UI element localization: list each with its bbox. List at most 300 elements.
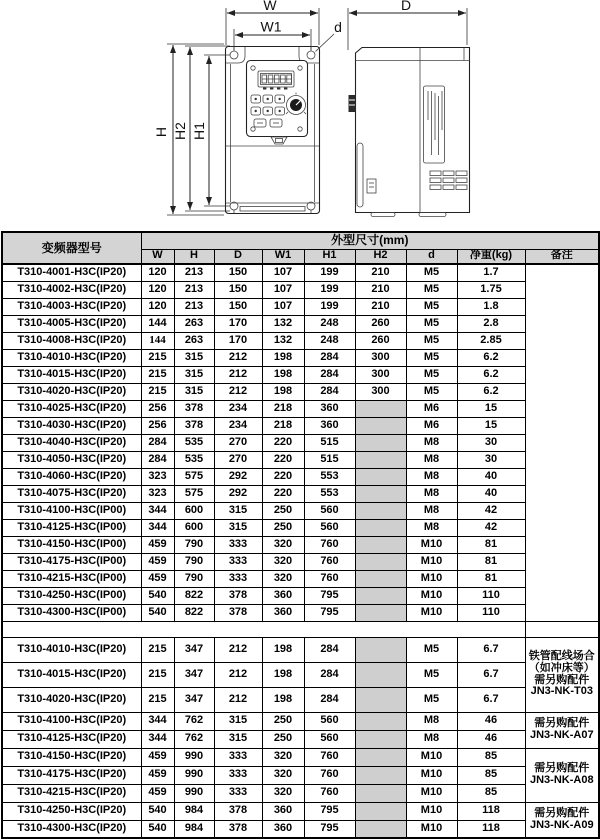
cell-model: T310-4215-H3C(IP20) <box>2 784 141 802</box>
cell-weight: 85 <box>457 748 525 766</box>
cell-model: T310-4010-H3C(IP20) <box>2 637 141 662</box>
cell-h1: 284 <box>304 637 355 662</box>
cell-screw: M8 <box>406 730 457 748</box>
cell-h1: 560 <box>304 502 355 519</box>
cell-w1: 360 <box>262 820 304 838</box>
remark-line: （如冲床等） <box>528 661 595 674</box>
cell-model: T310-4040-H3C(IP20) <box>2 434 141 451</box>
cell-h: 984 <box>174 820 214 838</box>
cell-w: 459 <box>141 766 174 784</box>
cell-d: 378 <box>214 587 262 604</box>
cell-h2: 210 <box>355 298 406 315</box>
cell-model: T310-4175-H3C(IP20) <box>2 766 141 784</box>
cell-h2 <box>355 687 406 712</box>
cell-w: 323 <box>141 485 174 502</box>
cell-d: 333 <box>214 570 262 587</box>
cell-h: 600 <box>174 502 214 519</box>
cell-w1: 198 <box>262 637 304 662</box>
cell-d: 333 <box>214 784 262 802</box>
cell-weight: 1.7 <box>457 264 525 281</box>
cell-weight: 110 <box>457 587 525 604</box>
cell-model: T310-4175-H3C(IP00) <box>2 553 141 570</box>
cell-screw: M6 <box>406 417 457 434</box>
cell-h2 <box>355 468 406 485</box>
cell-w: 459 <box>141 553 174 570</box>
table-row <box>2 281 599 298</box>
cell-h1: 284 <box>304 687 355 712</box>
table-row <box>2 802 599 820</box>
table-row <box>2 637 599 662</box>
remark-line: 铁管配线场合 <box>528 650 595 663</box>
cell-weight: 85 <box>457 784 525 802</box>
cell-w1: 107 <box>262 264 304 281</box>
cell-screw: M8 <box>406 712 457 730</box>
cell-d: 234 <box>214 417 262 434</box>
cell-screw: M5 <box>406 332 457 349</box>
table-row <box>2 332 599 349</box>
cell-d: 333 <box>214 766 262 784</box>
cell-w1: 220 <box>262 468 304 485</box>
cell-h1: 199 <box>304 298 355 315</box>
remark-line: JN3-NK-A09 <box>530 818 594 831</box>
cell-model: T310-4100-H3C(IP20) <box>2 712 141 730</box>
cell-h1: 760 <box>304 748 355 766</box>
cell-model: T310-4010-H3C(IP20) <box>2 349 141 366</box>
cell-w: 540 <box>141 604 174 621</box>
cell-h: 535 <box>174 434 214 451</box>
cell-screw: M10 <box>406 748 457 766</box>
cell-model: T310-4300-H3C(IP00) <box>2 604 141 621</box>
col-header-h: H <box>174 249 214 264</box>
spec-table <box>1 231 600 839</box>
table-row <box>2 264 599 281</box>
cell-h: 535 <box>174 451 214 468</box>
cell-screw: M8 <box>406 502 457 519</box>
col-header-h2: H2 <box>355 249 406 264</box>
cell-w1: 320 <box>262 748 304 766</box>
cell-screw: M5 <box>406 366 457 383</box>
cell-h2: 210 <box>355 264 406 281</box>
cell-screw: M10 <box>406 820 457 838</box>
cell-w1: 198 <box>262 366 304 383</box>
cell-d: 378 <box>214 802 262 820</box>
cell-d: 212 <box>214 662 262 687</box>
cell-model: T310-4030-H3C(IP20) <box>2 417 141 434</box>
remark-line: 需另购配件 <box>534 807 590 820</box>
cell-h2 <box>355 536 406 553</box>
table-row <box>2 820 599 838</box>
cell-h2 <box>355 784 406 802</box>
table-row <box>2 570 599 587</box>
cell-weight: 118 <box>457 820 525 838</box>
table-header <box>2 232 599 264</box>
cell-h: 990 <box>174 784 214 802</box>
cell-h: 822 <box>174 587 214 604</box>
cell-model: T310-4150-H3C(IP20) <box>2 748 141 766</box>
remark-cell <box>525 748 599 802</box>
cell-weight: 85 <box>457 766 525 784</box>
cell-h1: 560 <box>304 730 355 748</box>
cell-h: 822 <box>174 604 214 621</box>
cell-screw: M10 <box>406 766 457 784</box>
cell-w1: 218 <box>262 417 304 434</box>
col-header-w1: W1 <box>262 249 304 264</box>
cell-weight: 15 <box>457 400 525 417</box>
cell-model: T310-4020-H3C(IP20) <box>2 687 141 712</box>
table-row <box>2 315 599 332</box>
cell-h2 <box>355 587 406 604</box>
cell-weight: 2.85 <box>457 332 525 349</box>
cell-h: 315 <box>174 383 214 400</box>
table-row <box>2 587 599 604</box>
cell-d: 212 <box>214 687 262 712</box>
cell-h1: 515 <box>304 434 355 451</box>
cell-w: 256 <box>141 400 174 417</box>
cell-w: 256 <box>141 417 174 434</box>
cell-screw: M10 <box>406 784 457 802</box>
cell-screw: M5 <box>406 315 457 332</box>
cell-w: 215 <box>141 349 174 366</box>
cell-weight: 15 <box>457 417 525 434</box>
cell-w: 284 <box>141 451 174 468</box>
cell-weight: 6.2 <box>457 349 525 366</box>
cell-screw: M10 <box>406 553 457 570</box>
cell-h: 984 <box>174 802 214 820</box>
cell-w1: 250 <box>262 519 304 536</box>
cell-screw: M5 <box>406 281 457 298</box>
cell-h: 347 <box>174 687 214 712</box>
cell-w: 215 <box>141 662 174 687</box>
cell-w: 459 <box>141 570 174 587</box>
cell-w: 540 <box>141 802 174 820</box>
cell-h: 575 <box>174 468 214 485</box>
dim-label-h2: H2 <box>172 122 188 140</box>
cell-h2 <box>355 400 406 417</box>
cell-w: 120 <box>141 298 174 315</box>
col-header-model: 变频器型号 <box>2 232 141 264</box>
cell-h: 213 <box>174 281 214 298</box>
cell-h2 <box>355 802 406 820</box>
dimension-drawings <box>0 0 600 231</box>
table-row <box>2 712 599 730</box>
cell-screw: M8 <box>406 434 457 451</box>
cell-weight: 30 <box>457 434 525 451</box>
cell-h1: 515 <box>304 451 355 468</box>
side-mounting-tab-icon <box>349 95 356 112</box>
cell-model: T310-4008-H3C(IP20) <box>2 332 141 349</box>
cell-weight: 81 <box>457 536 525 553</box>
cell-h1: 360 <box>304 400 355 417</box>
cell-weight: 46 <box>457 730 525 748</box>
table-body <box>2 264 599 838</box>
dim-label-depth: D <box>400 0 412 13</box>
cell-model: T310-4003-H3C(IP20) <box>2 298 141 315</box>
cell-weight: 30 <box>457 451 525 468</box>
cell-model: T310-4015-H3C(IP20) <box>2 662 141 687</box>
cell-weight: 118 <box>457 802 525 820</box>
cell-model: T310-4075-H3C(IP20) <box>2 485 141 502</box>
cell-d: 170 <box>214 332 262 349</box>
dim-h1 <box>191 55 230 206</box>
cell-h2 <box>355 434 406 451</box>
cell-screw: M5 <box>406 383 457 400</box>
cell-w1: 250 <box>262 712 304 730</box>
cell-model: T310-4060-H3C(IP20) <box>2 468 141 485</box>
cell-d: 212 <box>214 383 262 400</box>
cell-w1: 250 <box>262 730 304 748</box>
cell-w1: 132 <box>262 315 304 332</box>
cell-w1: 220 <box>262 485 304 502</box>
dim-d-callout <box>316 19 342 52</box>
table-row <box>2 687 599 712</box>
cell-screw: M10 <box>406 604 457 621</box>
cell-d: 270 <box>214 434 262 451</box>
cell-h: 213 <box>174 264 214 281</box>
cell-weight: 6.7 <box>457 687 525 712</box>
col-header-remark: 备注 <box>525 249 599 264</box>
cell-h2 <box>355 748 406 766</box>
cell-d: 315 <box>214 519 262 536</box>
cell-w1: 220 <box>262 451 304 468</box>
remark-line: 需另购配件 <box>534 717 590 730</box>
cell-w1: 107 <box>262 281 304 298</box>
cell-weight: 40 <box>457 468 525 485</box>
cell-h2 <box>355 712 406 730</box>
cell-h1: 360 <box>304 417 355 434</box>
cell-d: 292 <box>214 485 262 502</box>
cell-h1: 199 <box>304 281 355 298</box>
dim-h <box>153 44 224 215</box>
cell-h2: 210 <box>355 281 406 298</box>
cell-model: T310-4150-H3C(IP00) <box>2 536 141 553</box>
cell-h: 600 <box>174 519 214 536</box>
cell-w: 344 <box>141 712 174 730</box>
cell-w1: 198 <box>262 349 304 366</box>
cell-h: 263 <box>174 315 214 332</box>
cell-weight: 42 <box>457 519 525 536</box>
cell-screw: M8 <box>406 519 457 536</box>
cell-d: 150 <box>214 298 262 315</box>
cell-h: 347 <box>174 662 214 687</box>
cell-model: T310-4215-H3C(IP00) <box>2 570 141 587</box>
cell-weight: 81 <box>457 570 525 587</box>
cell-model: T310-4250-H3C(IP00) <box>2 587 141 604</box>
cell-d: 150 <box>214 264 262 281</box>
cell-w: 144 <box>141 332 174 349</box>
cell-weight: 6.7 <box>457 662 525 687</box>
col-header-weight: 净重(kg) <box>457 249 525 264</box>
front-view-drawing <box>153 0 342 215</box>
dim-label-h1: H1 <box>191 122 207 140</box>
cell-w1: 198 <box>262 662 304 687</box>
table-row <box>2 485 599 502</box>
cell-w1: 320 <box>262 766 304 784</box>
cell-h2: 300 <box>355 349 406 366</box>
cell-h: 315 <box>174 349 214 366</box>
cell-weight: 6.2 <box>457 366 525 383</box>
cell-h1: 284 <box>304 662 355 687</box>
cell-screw: M10 <box>406 802 457 820</box>
cell-d: 150 <box>214 281 262 298</box>
table-row <box>2 468 599 485</box>
table-row <box>2 400 599 417</box>
cell-h1: 795 <box>304 587 355 604</box>
cell-d: 234 <box>214 400 262 417</box>
cell-h: 378 <box>174 417 214 434</box>
cell-d: 212 <box>214 366 262 383</box>
cell-screw: M5 <box>406 298 457 315</box>
cell-model: T310-4002-H3C(IP20) <box>2 281 141 298</box>
cell-d: 315 <box>214 712 262 730</box>
remark-line: JN3-NK-T03 <box>530 685 593 698</box>
cell-w: 215 <box>141 366 174 383</box>
cell-screw: M10 <box>406 536 457 553</box>
cell-h: 790 <box>174 570 214 587</box>
cell-model: T310-4025-H3C(IP20) <box>2 400 141 417</box>
cell-w: 459 <box>141 748 174 766</box>
cell-h1: 199 <box>304 264 355 281</box>
cell-w: 540 <box>141 587 174 604</box>
cell-h: 213 <box>174 298 214 315</box>
cell-d: 292 <box>214 468 262 485</box>
cell-d: 333 <box>214 536 262 553</box>
cell-weight: 46 <box>457 712 525 730</box>
cell-w: 120 <box>141 281 174 298</box>
cell-h1: 760 <box>304 536 355 553</box>
cell-w: 144 <box>141 315 174 332</box>
col-header-w: W <box>141 249 174 264</box>
cell-model: T310-4100-H3C(IP00) <box>2 502 141 519</box>
cell-weight: 42 <box>457 502 525 519</box>
col-header-dimensions: 外型尺寸(mm) <box>141 232 599 249</box>
table-row <box>2 553 599 570</box>
table-row <box>2 748 599 766</box>
cell-h: 790 <box>174 536 214 553</box>
cell-w: 344 <box>141 519 174 536</box>
remark-line: 需另购配件 <box>534 762 590 775</box>
cell-model: T310-4300-H3C(IP20) <box>2 820 141 838</box>
cell-screw: M5 <box>406 662 457 687</box>
table-row <box>2 784 599 802</box>
cell-w: 215 <box>141 637 174 662</box>
cell-h2 <box>355 766 406 784</box>
cell-screw: M5 <box>406 349 457 366</box>
cell-model: T310-4020-H3C(IP20) <box>2 383 141 400</box>
cell-w1: 320 <box>262 784 304 802</box>
cell-h: 790 <box>174 553 214 570</box>
cell-h: 378 <box>174 400 214 417</box>
table-row <box>2 502 599 519</box>
cell-model: T310-4125-H3C(IP20) <box>2 730 141 748</box>
cell-h2 <box>355 502 406 519</box>
cell-w: 215 <box>141 383 174 400</box>
cell-weight: 6.7 <box>457 637 525 662</box>
cell-h2 <box>355 451 406 468</box>
cell-h2 <box>355 485 406 502</box>
cell-h2 <box>355 820 406 838</box>
remark-cell <box>525 712 599 748</box>
cell-model: T310-4125-H3C(IP00) <box>2 519 141 536</box>
cell-h2: 260 <box>355 315 406 332</box>
cell-h1: 795 <box>304 820 355 838</box>
table-row <box>2 383 599 400</box>
cell-h1: 560 <box>304 712 355 730</box>
cell-screw: M6 <box>406 400 457 417</box>
table-row <box>2 349 599 366</box>
cell-screw: M5 <box>406 264 457 281</box>
cell-w1: 220 <box>262 434 304 451</box>
cell-h1: 760 <box>304 784 355 802</box>
cell-w1: 320 <box>262 570 304 587</box>
cell-w: 120 <box>141 264 174 281</box>
cell-d: 333 <box>214 553 262 570</box>
cell-w1: 320 <box>262 536 304 553</box>
cell-h1: 553 <box>304 468 355 485</box>
cell-screw: M8 <box>406 485 457 502</box>
cell-h2: 260 <box>355 332 406 349</box>
cell-h1: 760 <box>304 766 355 784</box>
cell-d: 270 <box>214 451 262 468</box>
dim-w1 <box>234 19 311 51</box>
remark-cell <box>525 637 599 712</box>
cell-h: 263 <box>174 332 214 349</box>
cell-h2: 300 <box>355 383 406 400</box>
dim-label-h: H <box>153 126 169 138</box>
table-row <box>2 417 599 434</box>
cell-weight: 2.8 <box>457 315 525 332</box>
cell-h2 <box>355 417 406 434</box>
cell-d: 315 <box>214 730 262 748</box>
cell-h2: 300 <box>355 366 406 383</box>
table-row <box>2 519 599 536</box>
cell-h: 762 <box>174 712 214 730</box>
table-row <box>2 434 599 451</box>
cell-w1: 250 <box>262 502 304 519</box>
cell-w: 215 <box>141 687 174 712</box>
dim-dd <box>348 0 467 50</box>
col-header-d: D <box>214 249 262 264</box>
cell-weight: 110 <box>457 604 525 621</box>
cell-w1: 360 <box>262 802 304 820</box>
cell-d: 212 <box>214 637 262 662</box>
remark-line: 需另购配件 <box>534 673 590 686</box>
cell-w: 323 <box>141 468 174 485</box>
cell-h2 <box>355 604 406 621</box>
table-row <box>2 604 599 621</box>
remark-line: JN3-NK-A08 <box>530 774 594 786</box>
cell-h: 575 <box>174 485 214 502</box>
table-row <box>2 662 599 687</box>
cell-d: 378 <box>214 604 262 621</box>
cell-h: 990 <box>174 766 214 784</box>
cell-w: 344 <box>141 730 174 748</box>
cell-h1: 560 <box>304 519 355 536</box>
keypad-panel <box>247 61 308 145</box>
cell-model: T310-4001-H3C(IP20) <box>2 264 141 281</box>
table-row <box>2 298 599 315</box>
cell-h1: 795 <box>304 604 355 621</box>
cell-h2 <box>355 570 406 587</box>
cell-w: 459 <box>141 536 174 553</box>
cell-h1: 553 <box>304 485 355 502</box>
cell-model: T310-4015-H3C(IP20) <box>2 366 141 383</box>
dim-label-w1: W1 <box>260 18 282 35</box>
spacer-cell <box>2 621 525 637</box>
cell-h1: 248 <box>304 315 355 332</box>
cell-h2 <box>355 519 406 536</box>
dim-label-d: d <box>334 19 342 35</box>
spacer-remark-cell <box>525 621 599 637</box>
